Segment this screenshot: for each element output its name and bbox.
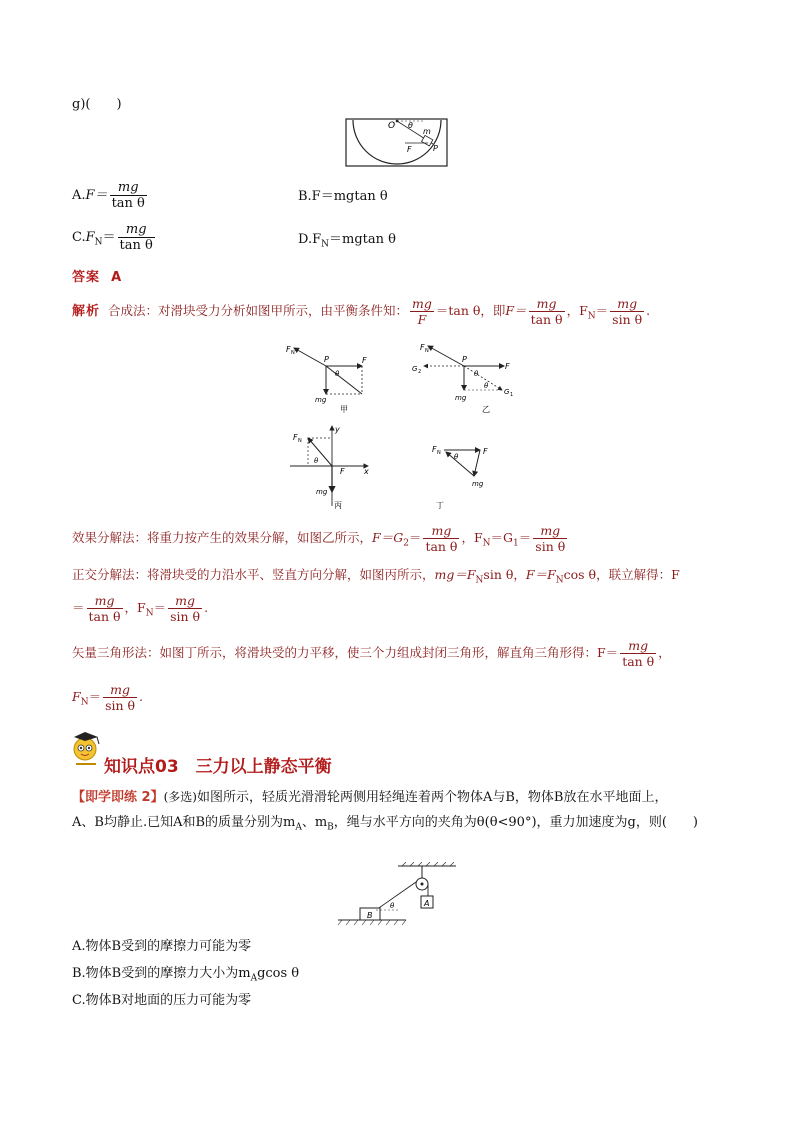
answer-value: A xyxy=(111,270,123,285)
yi-label-F: F xyxy=(505,362,510,371)
ortho-eq2-end: cos θ，联立解得：F xyxy=(563,567,680,582)
ortho-f2-num: mg xyxy=(168,593,202,609)
analysis-mid: ＝tan θ，即 xyxy=(435,303,506,318)
effect-F-sub: 2 xyxy=(403,538,409,549)
bing-label-x: x xyxy=(364,467,369,476)
q2-option-C[interactable]: C.物体B对地面的压力可能为零 xyxy=(72,993,252,1008)
ortho-end: . xyxy=(204,600,209,615)
bowl-figure xyxy=(345,118,449,168)
ding-caption: 丁 xyxy=(436,501,444,510)
effect-eq2: ＝ xyxy=(518,530,532,545)
question-stem-tail: g)( ) xyxy=(72,97,122,112)
jia-label-P: P xyxy=(324,355,329,364)
ortho-FN: ，F xyxy=(124,600,146,615)
figure-jia xyxy=(282,338,372,418)
pulley-axle xyxy=(421,883,424,886)
question-tag: 【即学即练 2】 xyxy=(72,790,164,805)
effect-method-text: 效果分解法：将重力按产生的效果分解，如图乙所示， xyxy=(72,530,373,545)
option-A[interactable] xyxy=(72,180,149,211)
option-D[interactable] xyxy=(298,231,396,254)
effect-F: F＝G xyxy=(372,530,404,545)
question-2-end: ，绳与水平方向的夹角为θ(θ<90°)，重力加速度为g，则( ) xyxy=(333,815,698,830)
question-2-line-2 xyxy=(72,814,698,837)
answer-label: 答案 xyxy=(72,270,101,285)
ground-hatch xyxy=(338,920,406,925)
q2-option-B-text: B.物体B受到的摩擦力大小为m xyxy=(72,966,251,981)
analysis-label: 解析 xyxy=(72,304,101,319)
label-F: F xyxy=(407,145,412,154)
ortho-FN-eq: ＝ xyxy=(153,600,167,615)
question-2-line-1 xyxy=(72,788,667,807)
vector-line2: F xyxy=(72,689,81,704)
ding-mg-arrow xyxy=(474,450,480,476)
mascot-icon xyxy=(70,728,104,770)
jia-label-theta: θ xyxy=(335,370,340,378)
yi-label-FN: F xyxy=(420,343,425,352)
analysis-fraction-3 xyxy=(610,296,644,327)
jia-caption: 甲 xyxy=(340,405,348,414)
vector-method-line-1 xyxy=(72,638,671,669)
jia-FN-arrow xyxy=(294,348,326,366)
effect-fraction-1 xyxy=(423,523,459,554)
ding-FN-arrow xyxy=(446,452,474,476)
mass-sub-A: A xyxy=(295,822,302,833)
figure-ding xyxy=(428,440,498,515)
yi-G1-arrow xyxy=(464,366,502,390)
label-O: O xyxy=(388,121,396,131)
option-D-sub: N xyxy=(321,239,329,250)
vector-end: . xyxy=(139,689,144,704)
analysis-intro: 合成法：对滑块受力分析如图甲所示，由平衡条件知： xyxy=(107,303,408,318)
slider-block xyxy=(422,135,433,146)
vector-line2-sub: N xyxy=(80,697,89,708)
ding-label-FN: F xyxy=(432,445,437,454)
option-D-rhs: ＝mgtan θ xyxy=(329,232,396,247)
vector-fraction-2 xyxy=(103,682,137,713)
ortho-f2-den: sin θ xyxy=(170,609,201,624)
vector-comma: ， xyxy=(658,645,671,660)
analysis-fraction-1 xyxy=(410,296,434,327)
ortho-method-text: 正交分解法：将滑块受的力沿水平、竖直方向分解，如图丙所示， xyxy=(72,567,435,582)
effect-FN: ，F xyxy=(461,530,483,545)
ortho-method-line-1 xyxy=(72,566,680,590)
analysis-FN-sub: N xyxy=(587,311,596,322)
vector-f1-num: mg xyxy=(620,638,656,654)
effect-FN-eq: ＝G xyxy=(490,530,514,545)
yi-caption: 乙 xyxy=(482,405,490,414)
q2-option-B-sub: A xyxy=(250,973,258,984)
ding-label-mg: mg xyxy=(472,480,484,488)
option-C-lhs: F xyxy=(85,230,95,245)
mass-sub-B: B xyxy=(327,822,334,833)
vector-f2-num: mg xyxy=(103,682,137,698)
ortho-eq1: mg＝F xyxy=(434,567,476,582)
effect-method-line xyxy=(72,523,569,554)
vector-f2-den: sin θ xyxy=(105,698,136,713)
yi-label-mg: mg xyxy=(455,394,467,402)
ortho-eq1-sub: N xyxy=(475,575,484,586)
ding-label-theta: θ xyxy=(454,453,459,461)
vector-line2-eq: ＝ xyxy=(88,689,102,704)
answer-line xyxy=(72,266,122,285)
option-C-den: tan θ xyxy=(119,238,153,253)
center-point xyxy=(396,120,399,123)
ding-label-F: F xyxy=(483,447,488,456)
analysis-f3-den: sin θ xyxy=(612,312,643,327)
option-C-sub: N xyxy=(94,237,103,248)
analysis-line xyxy=(72,296,650,327)
vector-method-line-2 xyxy=(72,682,143,713)
yi-label-theta-2: θ xyxy=(484,382,489,390)
bing-caption: 丙 xyxy=(334,501,342,510)
question-2-text-2: A、B均静止.已知A和B的质量分别为m xyxy=(72,815,296,830)
effect-f1-den: tan θ xyxy=(425,539,458,554)
analysis-f3-num: mg xyxy=(610,296,644,312)
question-2-text-1: 如图所示，轻质光滑滑轮两侧用轻绳连着两个物体A与B，物体B放在水平地面上， xyxy=(196,790,668,805)
option-A-den: tan θ xyxy=(111,196,145,211)
bowl-box xyxy=(346,119,447,166)
analysis-f1-num: mg xyxy=(411,296,432,311)
ortho-fraction-2 xyxy=(168,593,202,624)
ortho-line2-start: ＝ xyxy=(72,600,85,615)
ortho-f1-num: mg xyxy=(87,593,123,609)
option-C-label: C. xyxy=(72,230,86,245)
effect-f1-num: mg xyxy=(423,523,459,539)
effect-FN-sub: N xyxy=(482,538,491,549)
section-title: 知识点03 三力以上静态平衡 xyxy=(104,757,332,777)
q2-option-B-end: gcos θ xyxy=(257,966,300,981)
yi-label-N: N xyxy=(425,348,429,354)
ortho-method-line-2 xyxy=(72,593,208,624)
yi-FN-arrow xyxy=(428,346,464,366)
ortho-f1-den: tan θ xyxy=(88,609,121,624)
analysis-fraction-2 xyxy=(529,296,565,327)
ortho-FN-sub: N xyxy=(145,608,154,619)
bing-label-theta: θ xyxy=(314,457,319,465)
analysis-f1-den: F xyxy=(417,312,427,327)
option-A-label: A. xyxy=(72,188,86,203)
jia-label-N: N xyxy=(291,350,295,356)
bing-label-FN: F xyxy=(293,433,298,442)
yi-label-G2: G xyxy=(412,365,418,373)
rope-to-B xyxy=(376,882,416,910)
ortho-eq1-end: sin θ， xyxy=(483,567,526,582)
vector-fraction-1 xyxy=(620,638,656,669)
option-A-num: mg xyxy=(110,180,147,196)
option-C-num: mg xyxy=(118,222,155,238)
label-B: B xyxy=(367,911,373,920)
label-theta-2: θ xyxy=(390,902,395,910)
label-A: A xyxy=(424,899,430,908)
bing-FN-arrow xyxy=(308,438,332,466)
ceiling-hatch xyxy=(402,862,454,866)
vector-method-text: 矢量三角形法：如图丁所示，将滑块受的力平移，使三个力组成封闭三角形，解直角三角形得：F＝ xyxy=(72,645,619,660)
option-A-fraction xyxy=(110,180,147,211)
q2-option-B[interactable] xyxy=(72,965,299,988)
jia-label-mg: mg xyxy=(315,396,327,404)
effect-G1-sub: 1 xyxy=(513,538,519,549)
analysis-FN: ，F xyxy=(566,303,588,318)
analysis-f2-num: mg xyxy=(529,296,565,312)
jia-diagonal xyxy=(326,366,362,394)
ortho-fraction-1 xyxy=(87,593,123,624)
multi-select-tag: (多选) xyxy=(163,790,197,804)
vector-f1-den: tan θ xyxy=(622,654,655,669)
option-C[interactable] xyxy=(72,222,157,253)
effect-fraction-2 xyxy=(533,523,567,554)
option-B[interactable]: B.F＝mgtan θ xyxy=(298,189,388,204)
analysis-FN-eq: ＝ xyxy=(595,303,609,318)
question-2-mid: 、m xyxy=(301,815,328,830)
ding-label-N: N xyxy=(437,450,441,456)
jia-label-FN: F xyxy=(286,345,291,354)
q2-option-A[interactable]: A.物体B受到的摩擦力可能为零 xyxy=(72,939,252,954)
pulley-figure xyxy=(336,862,462,930)
effect-f2-den: sin θ xyxy=(535,539,566,554)
label-P: P xyxy=(433,144,438,153)
figure-bing xyxy=(288,422,378,512)
yi-label-G2-sub: 2 xyxy=(418,369,422,375)
label-theta: θ xyxy=(408,121,413,130)
option-C-fraction xyxy=(118,222,155,253)
yi-label-G1-sub: 1 xyxy=(510,392,514,398)
effect-eq: ＝ xyxy=(408,530,422,545)
analysis-F: F＝ xyxy=(505,303,527,318)
analysis-end: . xyxy=(646,303,651,318)
ortho-eq2-sub: N xyxy=(555,575,564,586)
ortho-eq2: F＝F xyxy=(525,567,556,582)
option-D-text: D.F xyxy=(298,232,322,247)
bing-label-mg: mg xyxy=(316,488,328,496)
effect-f2-num: mg xyxy=(533,523,567,539)
bing-label-F: F xyxy=(340,467,345,476)
figure-yi xyxy=(408,338,518,418)
jia-label-F: F xyxy=(362,356,367,365)
analysis-f2-den: tan θ xyxy=(530,312,563,327)
yi-label-G1: G xyxy=(504,388,510,396)
bing-label-N: N xyxy=(298,438,302,444)
yi-label-P: P xyxy=(462,355,467,364)
bing-label-y: y xyxy=(335,425,340,434)
option-C-eq: ＝ xyxy=(102,230,116,245)
yi-label-theta-1: θ xyxy=(474,370,479,378)
option-A-lhs: F＝ xyxy=(85,188,108,203)
label-m: m xyxy=(423,127,431,136)
